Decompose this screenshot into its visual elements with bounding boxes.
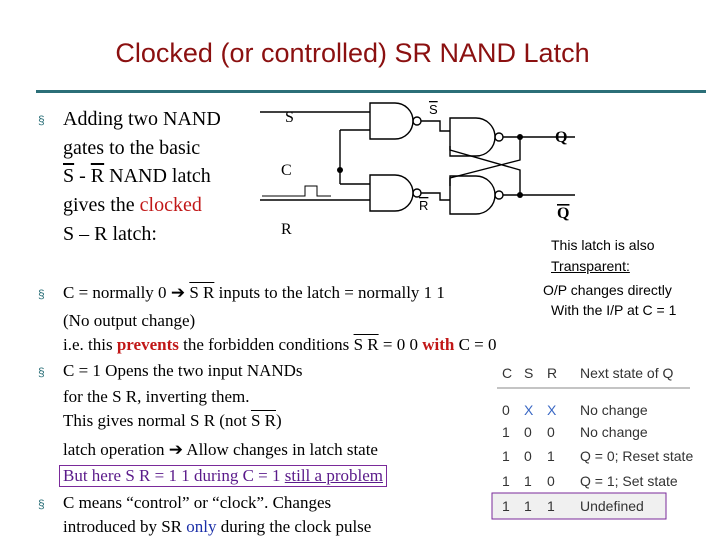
row-3-r: 1 bbox=[547, 448, 555, 464]
row-5-c: 1 bbox=[502, 498, 510, 514]
b4-l2-end: during the clock pulse bbox=[216, 517, 372, 536]
bullet-2-post: inputs to the latch = normally 1 1 bbox=[214, 283, 445, 302]
arrow-icon: ➔ bbox=[168, 440, 183, 459]
bullet-marker: § bbox=[38, 113, 45, 127]
b2-l3-eq: = 0 0 bbox=[378, 335, 423, 354]
prevents-word: prevents bbox=[116, 335, 179, 354]
row-2-s: 0 bbox=[524, 424, 532, 440]
row-5-r: 1 bbox=[547, 498, 555, 514]
row-2-r: 0 bbox=[547, 424, 555, 440]
b2-l3-end: C = 0 bbox=[454, 335, 497, 354]
label-s-bar: S bbox=[429, 102, 438, 117]
note-line-4: With the I/P at C = 1 bbox=[551, 302, 677, 318]
row-1-c: 0 bbox=[502, 402, 510, 418]
note-line-1: This latch is also bbox=[551, 237, 655, 253]
sr-bar-3: S R bbox=[250, 411, 276, 430]
row-4-state: Q = 1; Set state bbox=[580, 473, 678, 489]
row-1-s: X bbox=[524, 402, 534, 418]
bullet-2-pre: C = normally 0 bbox=[63, 283, 171, 302]
row-3-s: 0 bbox=[524, 448, 532, 464]
row-5-state: Undefined bbox=[580, 498, 644, 514]
b3-l5-pre: But here S R = 1 1 during C = 1 bbox=[63, 466, 285, 485]
intro-line-2: gates to the basic bbox=[63, 137, 201, 159]
row-5-s: 1 bbox=[524, 498, 532, 514]
intro-line-5: S – R latch: bbox=[63, 223, 157, 245]
sr-bar: S R bbox=[189, 283, 215, 302]
label-s: S bbox=[285, 109, 294, 126]
b2-l3-mid: the forbidden conditions bbox=[178, 335, 354, 354]
intro-line-1: Adding two NAND bbox=[63, 108, 221, 130]
header-s: S bbox=[524, 365, 534, 381]
intro-line-3-rest: NAND latch bbox=[104, 165, 211, 187]
slide-title: Clocked (or controlled) SR NAND Latch bbox=[115, 38, 590, 68]
b2-l3-pre: i.e. this bbox=[63, 335, 117, 354]
bullet-marker: § bbox=[38, 287, 45, 301]
label-r-bar: R bbox=[419, 198, 429, 213]
clocked-word: clocked bbox=[139, 194, 202, 216]
header-r: R bbox=[547, 365, 558, 381]
row-3-c: 1 bbox=[502, 448, 510, 464]
arrow-icon: ➔ bbox=[170, 283, 186, 302]
b3-l3-end: ) bbox=[276, 411, 282, 430]
b3-l4-end: Allow changes in latch state bbox=[183, 440, 378, 459]
label-q-bar: Q bbox=[557, 205, 570, 222]
row-4-c: 1 bbox=[502, 473, 510, 489]
r-bar: $\overline{R}$ bbox=[90, 165, 105, 187]
row-4-r: 0 bbox=[547, 473, 555, 489]
bullet-3-line-1: C = 1 Opens the two input NANDs bbox=[63, 361, 303, 380]
label-c: C bbox=[281, 162, 292, 179]
note-line-3: O/P changes directly bbox=[543, 282, 672, 298]
row-2-state: No change bbox=[580, 424, 648, 440]
only-word: only bbox=[186, 517, 217, 536]
bullet-marker: § bbox=[38, 497, 45, 511]
sr-bar-2: S R bbox=[353, 335, 379, 354]
row-4-s: 1 bbox=[524, 473, 532, 489]
b3-l3-pre: This gives normal S R (not bbox=[63, 411, 251, 430]
row-1-state: No change bbox=[580, 402, 648, 418]
bullet-3-line-2: for the S R, inverting them. bbox=[63, 387, 250, 406]
dash: - bbox=[74, 165, 91, 187]
note-line-2: Transparent: bbox=[551, 258, 630, 274]
row-1-r: X bbox=[547, 402, 557, 418]
bullet-marker: § bbox=[38, 365, 45, 379]
b4-l2-pre: introduced by SR bbox=[63, 517, 187, 536]
row-3-state: Q = 0; Reset state bbox=[580, 448, 694, 464]
label-q: Q bbox=[555, 129, 568, 146]
intro-line-4-pre: gives the bbox=[63, 194, 140, 216]
header-next-state: Next state of Q bbox=[580, 365, 674, 381]
row-2-c: 1 bbox=[502, 424, 510, 440]
still-a-problem: still a problem bbox=[284, 466, 383, 485]
bullet-4-line-1: C means “control” or “clock”. Changes bbox=[63, 493, 332, 512]
with-word: with bbox=[422, 335, 455, 354]
s-bar: $\overline{S}$ bbox=[63, 165, 75, 187]
bullet-2-line-2: (No output change) bbox=[63, 311, 196, 330]
label-r: R bbox=[281, 221, 292, 238]
header-c: C bbox=[502, 365, 513, 381]
b3-l4-pre: latch operation bbox=[63, 440, 169, 459]
